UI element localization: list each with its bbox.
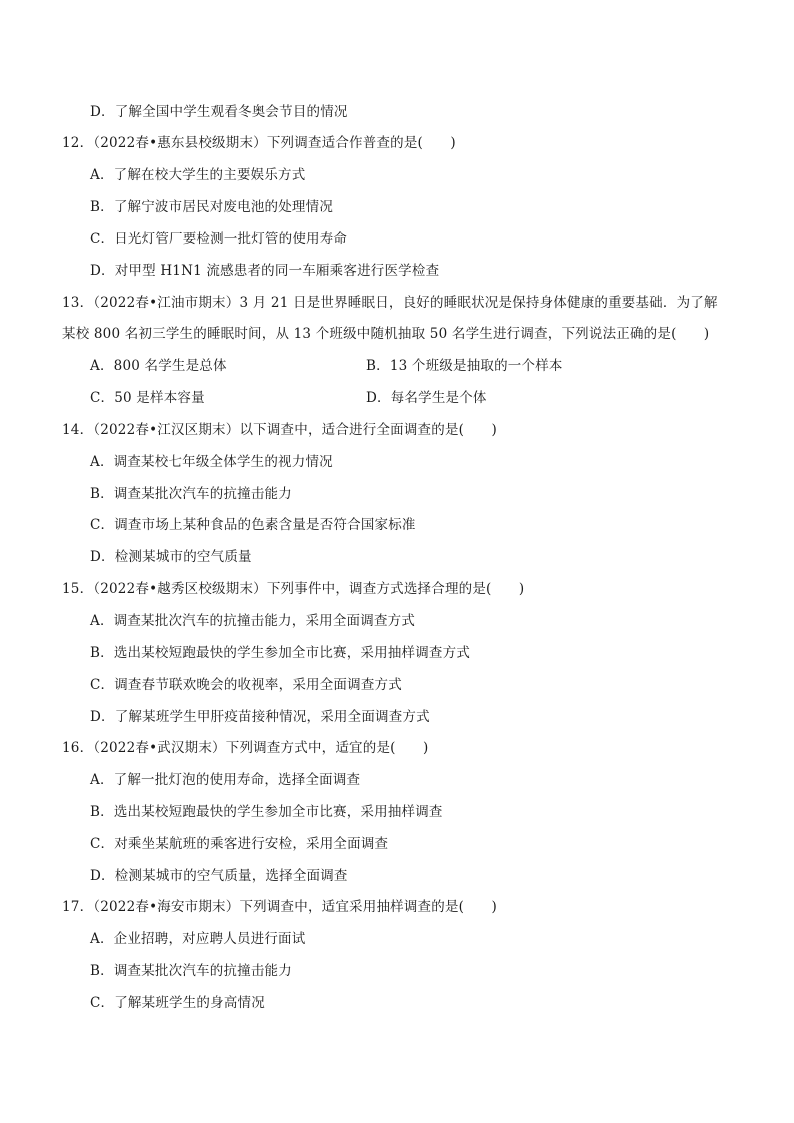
q13-option-c: C．50 是样本容量	[90, 390, 205, 406]
q14-option-c: C．调查市场上某种食品的色素含量是否符合国家标准	[90, 517, 416, 533]
q16-option-c: C．对乘坐某航班的乘客进行安检，采用全面调查	[90, 836, 389, 852]
question-14: 14．（2022春•江汉区期末）以下调查中，适合进行全面调查的是( )	[62, 422, 497, 438]
q14-option-b: B．调查某批次汽车的抗撞击能力	[90, 486, 292, 502]
q13-option-d: D．每名学生是个体	[366, 390, 487, 406]
q15-option-a: A．调查某批次汽车的抗撞击能力，采用全面调查方式	[90, 613, 416, 629]
q12-option-a: A．了解在校大学生的主要娱乐方式	[90, 167, 306, 183]
q12-option-b: B．了解宁波市居民对废电池的处理情况	[90, 199, 334, 215]
q14-option-d: D．检测某城市的空气质量	[90, 549, 252, 565]
q16-option-a: A．了解一批灯泡的使用寿命，选择全面调查	[90, 772, 361, 788]
question-17: 17．（2022春•海安市期末）下列调查中，适宜采用抽样调查的是( )	[62, 899, 497, 915]
q15-option-d: D．了解某班学生甲肝疫苗接种情况，采用全面调查方式	[90, 709, 430, 725]
q17-option-c: C．了解某班学生的身高情况	[90, 995, 265, 1011]
q17-option-b: B．调查某批次汽车的抗撞击能力	[90, 963, 292, 979]
question-16: 16．（2022春•武汉期末）下列调查方式中，适宜的是( )	[62, 740, 429, 756]
q14-option-a: A．调查某校七年级全体学生的视力情况	[90, 454, 333, 470]
q13-option-a: A．800 名学生是总体	[90, 358, 227, 374]
q12-option-d: D．对甲型 H1N1 流感患者的同一车厢乘客进行医学检查	[90, 263, 440, 279]
q13-option-b: B．13 个班级是抽取的一个样本	[366, 358, 563, 374]
question-15: 15．（2022春•越秀区校级期末）下列事件中，调查方式选择合理的是( )	[62, 581, 525, 597]
q12-option-c: C．日光灯管厂要检测一批灯管的使用寿命	[90, 231, 348, 247]
question-13-line1: 13．（2022春•江油市期末）3 月 21 日是世界睡眠日，良好的睡眠状况是保持身体健康的重要基础．为了解	[62, 295, 718, 311]
q17-option-a: A．企业招聘，对应聘人员进行面试	[90, 931, 306, 947]
q15-option-b: B．选出某校短跑最快的学生参加全市比赛，采用抽样调查方式	[90, 645, 471, 661]
question-12: 12．（2022春•惠东县校级期末）下列调查适合作普查的是( )	[62, 135, 456, 151]
q16-option-b: B．选出某校短跑最快的学生参加全市比赛，采用抽样调查	[90, 804, 443, 820]
option-d-prev: D．了解全国中学生观看冬奥会节目的情况	[90, 104, 348, 120]
q15-option-c: C．调查春节联欢晚会的收视率，采用全面调查方式	[90, 677, 402, 693]
q16-option-d: D．检测某城市的空气质量，选择全面调查	[90, 868, 348, 884]
question-13-line2: 某校 800 名初三学生的睡眠时间，从 13 个班级中随机抽取 50 名学生进行调查，下列说法正确的是( )	[62, 326, 710, 342]
